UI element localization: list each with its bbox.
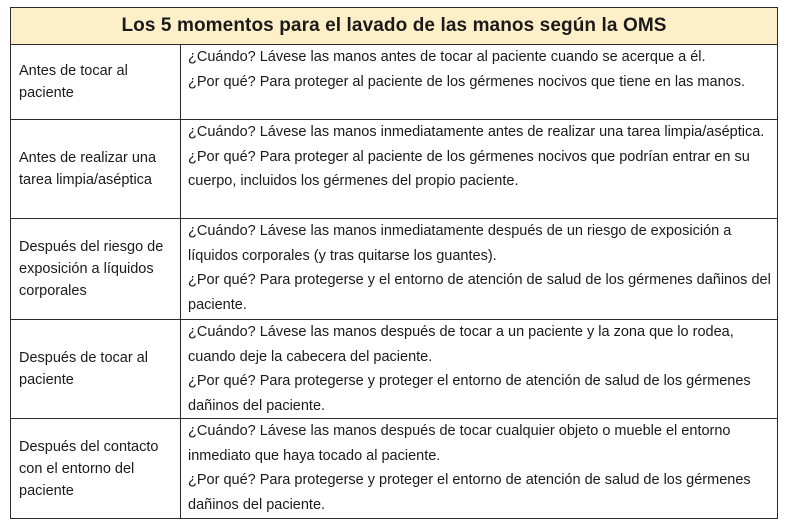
table-title: Los 5 momentos para el lavado de las manos según la OMS: [11, 8, 777, 45]
when-text: ¿Cuándo? Lávese las manos después de tocar cualquier objeto o mueble el entorno inmediato que haya tocado al paciente.: [188, 423, 731, 464]
why-text: ¿Por qué? Para protegerse y proteger el entorno de atención de salud de los gérmenes dañinos del paciente.: [188, 373, 751, 414]
moment-cell: Antes de realizar una tarea limpia/aséptica: [11, 120, 181, 218]
table-row: [11, 45, 777, 120]
why-text: ¿Por qué? Para proteger al paciente de los gérmenes nocivos que podrían entrar en su cuerpo, incluidos los gérmenes del propio paciente.: [188, 148, 750, 189]
moment-cell: Después del riesgo de exposición a líquidos corporales: [11, 219, 181, 319]
description-cell: [181, 45, 777, 119]
description-cell: [181, 219, 777, 319]
why-text: ¿Por qué? Para protegerse y proteger el entorno de atención de salud de los gérmenes dañinos del paciente.: [188, 472, 751, 513]
when-text: ¿Cuándo? Lávese las manos inmediatamente después de un riesgo de exposición a líquidos corporales (y tras quitarse los guantes).: [188, 223, 732, 264]
description-cell: [181, 419, 777, 518]
description-cell: [181, 120, 777, 218]
why-text: ¿Por qué? Para protegerse y el entorno de atención de salud de los gérmenes dañinos del paciente.: [188, 272, 771, 313]
moment-cell: Después del contacto con el entorno del paciente: [11, 419, 181, 518]
when-text: ¿Cuándo? Lávese las manos inmediatamente antes de realizar una tarea limpia/aséptica.: [188, 124, 765, 140]
moment-cell: Después de tocar al paciente: [11, 320, 181, 418]
why-text: ¿Por qué? Para proteger al paciente de los gérmenes nocivos que tiene en las manos.: [188, 73, 745, 90]
when-text: ¿Cuándo? Lávese las manos antes de tocar al paciente cuando se acerque a él.: [188, 49, 706, 65]
moment-cell: Antes de tocar al paciente: [11, 45, 181, 119]
hand-hygiene-table: [10, 7, 778, 519]
table-row: [11, 219, 777, 320]
when-text: ¿Cuándo? Lávese las manos después de tocar a un paciente y la zona que lo rodea, cuando deje la cabecera del paciente.: [188, 324, 734, 365]
table-row: [11, 419, 777, 518]
table-row: [11, 120, 777, 219]
table-row: [11, 320, 777, 419]
description-cell: [181, 320, 777, 418]
